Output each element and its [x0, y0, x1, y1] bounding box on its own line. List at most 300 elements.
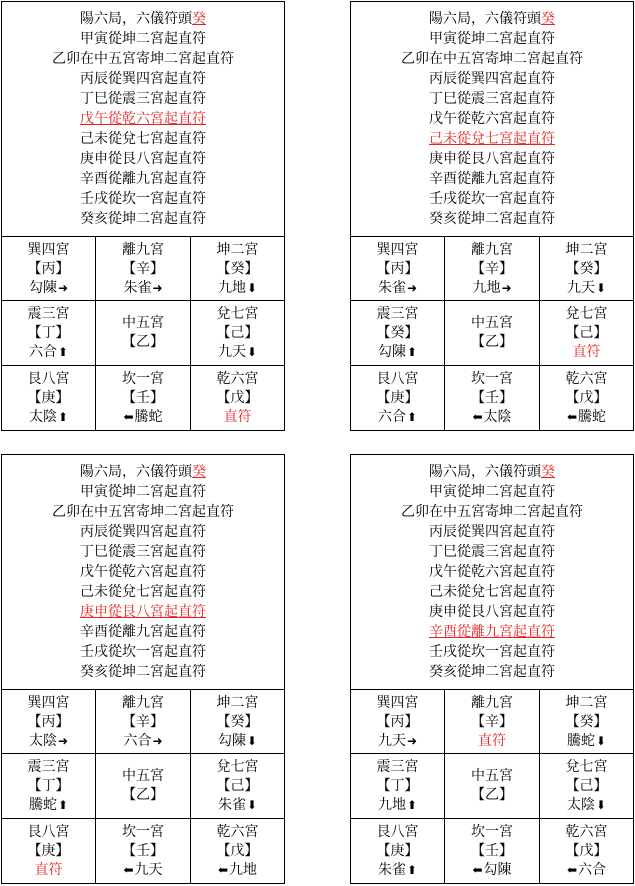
- deity-label: 朱雀: [123, 280, 152, 296]
- deity-line: [540, 408, 633, 427]
- stem-label: 【癸】: [216, 714, 259, 730]
- deity-label: 九地: [377, 797, 406, 813]
- arrow-up-icon: ⬆: [406, 798, 418, 812]
- deity-label: 直符: [34, 862, 63, 878]
- palace-cell: [2, 819, 96, 884]
- palace-cell: [351, 237, 445, 301]
- palace-cell: [2, 690, 96, 754]
- stem-label: 【辛】: [122, 714, 164, 730]
- rule-line: [351, 522, 633, 542]
- rule-text: 戊午從乾六宮起直符: [80, 564, 206, 580]
- rule-line: [351, 129, 633, 149]
- stem-label: 【丁】: [376, 778, 419, 794]
- stem-label: 【庚】: [27, 390, 70, 406]
- panel-3: [1, 454, 285, 884]
- palace-cell: [445, 754, 540, 819]
- palace-name: 離九宮: [471, 695, 513, 711]
- arrow-right-icon: ➜: [501, 281, 512, 295]
- stem-label: 【壬】: [122, 843, 164, 859]
- rule-line: [2, 9, 284, 29]
- deity-label: 直符: [223, 409, 252, 425]
- palace-cell: [445, 819, 540, 884]
- deity-label: 騰蛇: [134, 409, 163, 425]
- palace-name: 兌七宮: [565, 759, 608, 775]
- rule-text: 甲寅從坤二宮起直符: [429, 484, 555, 500]
- deity-label: 朱雀: [377, 862, 406, 878]
- rule-line: [2, 109, 284, 129]
- arrow-up-icon: ⬆: [57, 345, 69, 359]
- rule-text: 己未從兌七宮起直符: [80, 131, 206, 147]
- stem-label: 【乙】: [471, 787, 513, 803]
- rule-line: [351, 502, 633, 522]
- palace-name: 離九宮: [122, 242, 164, 258]
- palace-cell: [2, 237, 96, 301]
- rule-line: [2, 642, 284, 662]
- palace-name: 震三宮: [27, 306, 70, 322]
- rule-line: [351, 642, 633, 662]
- rule-text: 陽六局，六儀符頭: [429, 11, 541, 27]
- palace-cell: [540, 819, 633, 884]
- deity-label: 九地: [229, 862, 258, 878]
- palace-cell: [96, 690, 191, 754]
- rule-line: [351, 49, 633, 69]
- palace-name: 巽四宮: [376, 242, 419, 258]
- arrow-right-icon: ➜: [57, 734, 69, 748]
- palace-cell: [540, 301, 633, 366]
- palace-grid: [2, 236, 284, 431]
- palace-cell: [445, 366, 540, 431]
- highlighted-text: 癸: [541, 11, 555, 27]
- deity-label: 六合: [28, 344, 57, 360]
- deity-line: [2, 732, 95, 751]
- stem-label: 【庚】: [27, 843, 70, 859]
- stem-label: 【丙】: [27, 714, 70, 730]
- deity-label: 九天: [134, 862, 163, 878]
- rule-line: [2, 49, 284, 69]
- rule-text: 辛酉從離九宮起直符: [80, 171, 206, 187]
- stem-label: 【庚】: [376, 843, 419, 859]
- rule-text: 陽六局，六儀符頭: [429, 464, 541, 480]
- rule-line: [2, 462, 284, 482]
- stem-label: 【癸】: [376, 325, 419, 341]
- palace-cell: [445, 690, 540, 754]
- arrow-down-icon: ⬇: [595, 734, 607, 748]
- deity-line: [96, 408, 190, 427]
- rule-line: [351, 462, 633, 482]
- arrow-left-icon: ⬅: [472, 410, 483, 424]
- deity-line: [96, 861, 190, 880]
- palace-name: 中五宮: [471, 315, 513, 331]
- rule-line: [2, 662, 284, 682]
- arrow-down-icon: ⬇: [595, 281, 607, 295]
- palace-name: 坎一宮: [471, 824, 513, 840]
- palace-name: 乾六宮: [216, 824, 259, 840]
- rule-line: [351, 9, 633, 29]
- stem-label: 【癸】: [216, 261, 259, 277]
- palace-name: 坎一宮: [471, 371, 513, 387]
- rule-line: [2, 582, 284, 602]
- stem-label: 【癸】: [565, 714, 608, 730]
- palace-grid: [351, 236, 633, 431]
- deity-line: [351, 343, 444, 362]
- rule-line: [2, 502, 284, 522]
- stem-label: 【己】: [216, 778, 259, 794]
- deity-label: 太陰: [28, 409, 57, 425]
- palace-name: 離九宮: [471, 242, 513, 258]
- rule-text: 戊午從乾六宮起直符: [429, 111, 555, 127]
- palace-name: 兌七宮: [565, 306, 608, 322]
- palace-cell: [445, 237, 540, 301]
- rule-text: 丁巳從震三宮起直符: [80, 544, 206, 560]
- palace-cell: [351, 301, 445, 366]
- arrow-down-icon: ⬇: [246, 281, 258, 295]
- palace-cell: [96, 301, 191, 366]
- rule-text: 壬戌從坎一宮起直符: [80, 644, 206, 660]
- rule-line: [351, 149, 633, 169]
- deity-line: [351, 408, 444, 427]
- deity-label: 六合: [578, 862, 607, 878]
- panel-2: [350, 1, 634, 431]
- palace-cell: [191, 301, 284, 366]
- rule-line: [2, 209, 284, 229]
- stem-label: 【乙】: [122, 334, 164, 350]
- arrow-up-icon: ⬆: [57, 410, 69, 424]
- stem-label: 【己】: [565, 778, 608, 794]
- rule-line: [351, 209, 633, 229]
- deity-line: [191, 408, 284, 427]
- deity-line: [351, 861, 444, 880]
- deity-line: [445, 279, 539, 298]
- deity-line: [540, 343, 633, 362]
- deity-label: 朱雀: [217, 797, 246, 813]
- stem-label: 【癸】: [565, 261, 608, 277]
- palace-name: 坤二宮: [565, 242, 608, 258]
- rule-line: [351, 109, 633, 129]
- deity-line: [96, 279, 190, 298]
- palace-name: 坤二宮: [216, 695, 259, 711]
- rule-text: 癸亥從坤二宮起直符: [80, 664, 206, 680]
- deity-label: 勾陳: [217, 733, 246, 749]
- rule-text: 己未從兌七宮起直符: [80, 584, 206, 600]
- arrow-left-icon: ⬅: [217, 863, 229, 877]
- highlighted-text: 己未從兌七宮起直符: [429, 131, 555, 147]
- palace-name: 兌七宮: [216, 759, 259, 775]
- rule-line: [2, 482, 284, 502]
- rule-text: 丁巳從震三宮起直符: [80, 91, 206, 107]
- deity-line: [2, 861, 95, 880]
- rule-line: [351, 542, 633, 562]
- highlighted-text: 癸: [192, 11, 206, 27]
- palace-name: 艮八宮: [27, 824, 70, 840]
- arrow-up-icon: ⬆: [406, 410, 418, 424]
- palace-name: 兌七宮: [216, 306, 259, 322]
- rule-line: [2, 29, 284, 49]
- stem-label: 【己】: [565, 325, 608, 341]
- palace-cell: [540, 754, 633, 819]
- deity-line: [191, 279, 284, 298]
- palace-cell: [540, 366, 633, 431]
- rule-text: 甲寅從坤二宮起直符: [429, 31, 555, 47]
- rule-text: 丙辰從巽四宮起直符: [429, 71, 555, 87]
- rule-text: 壬戌從坎一宮起直符: [80, 191, 206, 207]
- stem-label: 【壬】: [122, 390, 164, 406]
- stem-label: 【戊】: [565, 390, 608, 406]
- deity-line: [445, 732, 539, 751]
- deity-line: [540, 732, 633, 751]
- rule-line: [351, 189, 633, 209]
- deity-line: [2, 408, 95, 427]
- rule-text: 乙卯在中五宮寄坤二宮起直符: [52, 51, 234, 67]
- palace-name: 中五宮: [122, 768, 164, 784]
- palace-name: 震三宮: [27, 759, 70, 775]
- stem-label: 【戊】: [216, 843, 259, 859]
- rule-text: 辛酉從離九宮起直符: [80, 624, 206, 640]
- palace-name: 乾六宮: [565, 824, 608, 840]
- stem-label: 【丁】: [27, 325, 70, 341]
- arrow-left-icon: ⬅: [123, 863, 134, 877]
- arrow-up-icon: ⬆: [406, 345, 418, 359]
- deity-line: [2, 343, 95, 362]
- rule-line: [2, 189, 284, 209]
- stem-label: 【戊】: [216, 390, 259, 406]
- deity-label: 朱雀: [377, 280, 406, 296]
- stem-label: 【戊】: [565, 843, 608, 859]
- arrow-left-icon: ⬅: [566, 410, 578, 424]
- rule-text: 陽六局，六儀符頭: [80, 464, 192, 480]
- rule-text: 陽六局，六儀符頭: [80, 11, 192, 27]
- arrow-right-icon: ➜: [57, 281, 69, 295]
- stem-label: 【辛】: [471, 714, 513, 730]
- palace-cell: [351, 690, 445, 754]
- rule-line: [2, 169, 284, 189]
- palace-name: 巽四宮: [27, 695, 70, 711]
- deity-label: 太陰: [28, 733, 57, 749]
- palace-name: 艮八宮: [27, 371, 70, 387]
- palace-cell: [445, 301, 540, 366]
- rule-text: 乙卯在中五宮寄坤二宮起直符: [401, 504, 583, 520]
- deity-label: 九地: [217, 280, 246, 296]
- palace-cell: [96, 237, 191, 301]
- rule-text: 庚申從艮八宮起直符: [429, 604, 555, 620]
- rule-line: [351, 662, 633, 682]
- panel-4: [350, 454, 634, 884]
- rule-text: 壬戌從坎一宮起直符: [429, 644, 555, 660]
- rule-line: [2, 129, 284, 149]
- arrow-left-icon: ⬅: [472, 863, 483, 877]
- stem-label: 【丙】: [376, 261, 419, 277]
- arrow-down-icon: ⬇: [595, 798, 607, 812]
- stem-label: 【丙】: [27, 261, 70, 277]
- deity-line: [445, 408, 539, 427]
- deity-label: 太陰: [566, 797, 595, 813]
- deity-label: 九地: [472, 280, 501, 296]
- arrow-down-icon: ⬇: [246, 345, 258, 359]
- rule-text: 壬戌從坎一宮起直符: [429, 191, 555, 207]
- stem-label: 【壬】: [471, 390, 513, 406]
- palace-name: 坎一宮: [122, 371, 164, 387]
- deity-label: 勾陳: [377, 344, 406, 360]
- palace-name: 震三宮: [376, 306, 419, 322]
- rule-text: 己未從兌七宮起直符: [429, 584, 555, 600]
- palace-name: 離九宮: [122, 695, 164, 711]
- deity-line: [96, 732, 190, 751]
- rule-line: [2, 542, 284, 562]
- deity-label: 六合: [377, 409, 406, 425]
- deity-line: [351, 279, 444, 298]
- stem-label: 【辛】: [471, 261, 513, 277]
- rule-text: 癸亥從坤二宮起直符: [429, 664, 555, 680]
- palace-name: 坤二宮: [565, 695, 608, 711]
- deity-label: 騰蛇: [28, 797, 57, 813]
- deity-line: [445, 861, 539, 880]
- highlighted-text: 戊午從乾六宮起直符: [80, 111, 206, 127]
- deity-line: [191, 732, 284, 751]
- rule-text-block: [351, 2, 633, 236]
- highlighted-text: 庚申從艮八宮起直符: [80, 604, 206, 620]
- highlighted-text: 癸: [541, 464, 555, 480]
- arrow-left-icon: ⬅: [566, 863, 578, 877]
- palace-cell: [540, 690, 633, 754]
- stem-label: 【乙】: [471, 334, 513, 350]
- palace-cell: [191, 819, 284, 884]
- rule-text: 丙辰從巽四宮起直符: [429, 524, 555, 540]
- arrow-up-icon: ⬆: [406, 863, 418, 877]
- rule-line: [351, 69, 633, 89]
- deity-line: [191, 343, 284, 362]
- deity-line: [540, 861, 633, 880]
- rule-text: 癸亥從坤二宮起直符: [429, 211, 555, 227]
- palace-name: 巽四宮: [376, 695, 419, 711]
- deity-label: 騰蛇: [578, 409, 607, 425]
- deity-line: [191, 861, 284, 880]
- deity-label: 九天: [377, 733, 406, 749]
- rule-text: 乙卯在中五宮寄坤二宮起直符: [52, 504, 234, 520]
- stem-label: 【庚】: [376, 390, 419, 406]
- palace-cell: [191, 237, 284, 301]
- rule-line: [2, 522, 284, 542]
- rule-text: 癸亥從坤二宮起直符: [80, 211, 206, 227]
- palace-name: 坎一宮: [122, 824, 164, 840]
- palace-cell: [2, 754, 96, 819]
- rule-line: [351, 482, 633, 502]
- highlighted-text: 辛酉從離九宮起直符: [429, 624, 555, 640]
- deity-line: [2, 796, 95, 815]
- palace-cell: [191, 754, 284, 819]
- stem-label: 【己】: [216, 325, 259, 341]
- deity-label: 九天: [217, 344, 246, 360]
- rule-text-block: [2, 455, 284, 689]
- palace-name: 震三宮: [376, 759, 419, 775]
- deity-label: 六合: [123, 733, 152, 749]
- stem-label: 【丁】: [27, 778, 70, 794]
- palace-name: 艮八宮: [376, 824, 419, 840]
- palace-name: 艮八宮: [376, 371, 419, 387]
- rule-line: [351, 582, 633, 602]
- rule-text: 乙卯在中五宮寄坤二宮起直符: [401, 51, 583, 67]
- palace-name: 中五宮: [122, 315, 164, 331]
- deity-line: [351, 732, 444, 751]
- palace-cell: [191, 366, 284, 431]
- palace-cell: [351, 819, 445, 884]
- stem-label: 【壬】: [471, 843, 513, 859]
- rule-line: [351, 622, 633, 642]
- deity-label: 勾陳: [483, 862, 512, 878]
- palace-name: 中五宮: [471, 768, 513, 784]
- rule-text: 丙辰從巽四宮起直符: [80, 524, 206, 540]
- rule-text: 甲寅從坤二宮起直符: [80, 484, 206, 500]
- rule-text: 丁巳從震三宮起直符: [429, 544, 555, 560]
- deity-label: 九天: [566, 280, 595, 296]
- deity-label: 勾陳: [28, 280, 57, 296]
- palace-cell: [96, 366, 191, 431]
- palace-cell: [351, 366, 445, 431]
- arrow-right-icon: ➜: [406, 281, 418, 295]
- arrow-up-icon: ⬆: [57, 798, 69, 812]
- rule-line: [2, 562, 284, 582]
- rule-text: 庚申從艮八宮起直符: [80, 151, 206, 167]
- rule-text: 丁巳從震三宮起直符: [429, 91, 555, 107]
- palace-grid: [351, 689, 633, 884]
- rule-text-block: [2, 2, 284, 236]
- rule-line: [351, 89, 633, 109]
- rule-line: [2, 89, 284, 109]
- palace-name: 乾六宮: [216, 371, 259, 387]
- arrow-down-icon: ⬇: [246, 798, 258, 812]
- rule-line: [2, 622, 284, 642]
- arrow-right-icon: ➜: [152, 734, 163, 748]
- deity-line: [191, 796, 284, 815]
- deity-line: [2, 279, 95, 298]
- deity-line: [540, 279, 633, 298]
- deity-line: [540, 796, 633, 815]
- arrow-left-icon: ⬅: [123, 410, 134, 424]
- rule-text: 戊午從乾六宮起直符: [429, 564, 555, 580]
- palace-cell: [540, 237, 633, 301]
- arrow-right-icon: ➜: [406, 734, 418, 748]
- rule-line: [351, 562, 633, 582]
- rule-line: [2, 69, 284, 89]
- deity-label: 太陰: [483, 409, 512, 425]
- palace-cell: [96, 754, 191, 819]
- panel-1: [1, 1, 285, 431]
- deity-label: 直符: [478, 733, 506, 749]
- stem-label: 【丙】: [376, 714, 419, 730]
- rule-text: 辛酉從離九宮起直符: [429, 171, 555, 187]
- deity-label: 騰蛇: [566, 733, 595, 749]
- highlighted-text: 癸: [192, 464, 206, 480]
- palace-name: 巽四宮: [27, 242, 70, 258]
- rule-text: 甲寅從坤二宮起直符: [80, 31, 206, 47]
- rule-line: [2, 602, 284, 622]
- rule-line: [351, 169, 633, 189]
- palace-cell: [2, 301, 96, 366]
- rule-text: 庚申從艮八宮起直符: [429, 151, 555, 167]
- deity-label: 直符: [572, 344, 601, 360]
- stem-label: 【乙】: [122, 787, 164, 803]
- arrow-right-icon: ➜: [152, 281, 163, 295]
- stem-label: 【辛】: [122, 261, 164, 277]
- rule-line: [351, 602, 633, 622]
- rule-line: [351, 29, 633, 49]
- deity-line: [351, 796, 444, 815]
- palace-cell: [191, 690, 284, 754]
- palace-name: 乾六宮: [565, 371, 608, 387]
- palace-cell: [96, 819, 191, 884]
- arrow-down-icon: ⬇: [246, 734, 258, 748]
- palace-cell: [2, 366, 96, 431]
- rule-text-block: [351, 455, 633, 689]
- palace-grid: [2, 689, 284, 884]
